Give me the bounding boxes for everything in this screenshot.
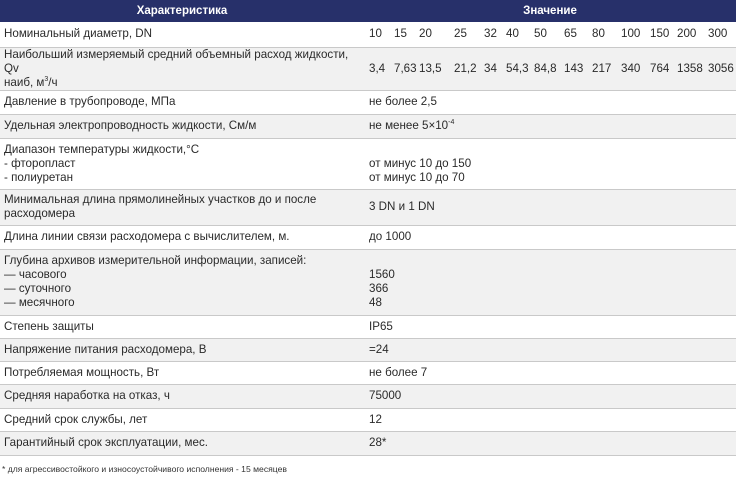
superscript: 3 <box>44 75 49 83</box>
row-label <box>0 189 364 225</box>
dn-value: 200 <box>677 27 697 41</box>
row-value <box>364 138 736 189</box>
row-value <box>364 47 736 90</box>
row-power <box>0 361 736 384</box>
row-label-line: расходомера <box>4 207 76 220</box>
row-label-line: — часового <box>4 268 67 281</box>
row-label: Длина линии связи расходомера с вычислителем, м. <box>0 225 364 249</box>
row-label <box>0 249 364 315</box>
row-dn <box>0 22 736 47</box>
dn-value: 65 <box>564 27 577 41</box>
row-label-line: — месячного <box>4 296 75 309</box>
row-protection <box>0 315 736 338</box>
flow-value: 340 <box>621 61 641 75</box>
flow-value: 3,4 <box>369 61 386 75</box>
row-temperature <box>0 138 736 189</box>
row-label: Гарантийный срок эксплуатации, мес. <box>0 431 364 455</box>
row-straight <box>0 189 736 225</box>
row-warranty <box>0 431 736 455</box>
row-value <box>364 249 736 315</box>
row-value-line: от минус 10 до 150 <box>369 156 472 170</box>
row-label-line <box>4 76 364 90</box>
row-value: не более 7 <box>364 361 736 384</box>
row-value: 3 DN и 1 DN <box>364 189 736 225</box>
row-voltage <box>0 338 736 361</box>
dn-value: 15 <box>394 27 407 41</box>
row-label: Напряжение питания расходомера, В <box>0 338 364 361</box>
table-header-row <box>0 0 736 22</box>
row-label <box>0 138 364 189</box>
dn-values <box>369 27 736 41</box>
flow-value: 1358 <box>677 61 703 75</box>
row-label-line: Наибольший измеряемый средний объемный расход жидкости, Qv <box>4 47 349 75</box>
row-flow <box>0 47 736 90</box>
flow-value: 7,63 <box>394 61 417 75</box>
row-conductivity <box>0 114 736 138</box>
row-label: Потребляемая мощность, Вт <box>0 361 364 384</box>
row-value: до 1000 <box>364 225 736 249</box>
row-label-line: Глубина архивов измерительной информации, записей: <box>4 254 307 267</box>
row-label-line: Минимальная длина прямолинейных участков до и после <box>4 193 317 206</box>
row-pressure <box>0 90 736 114</box>
row-value: 75000 <box>364 384 736 408</box>
row-label: Средняя наработка на отказ, ч <box>0 384 364 408</box>
dn-value: 20 <box>419 27 432 41</box>
flow-value: 3056 <box>708 61 734 75</box>
dn-value: 80 <box>592 27 605 41</box>
row-label: Номинальный диаметр, DN <box>0 22 364 47</box>
footnote: * для агрессивостойкого и износоустойчивого исполнения - 15 месяцев <box>2 463 287 474</box>
row-label: Удельная электропроводность жидкости, См/м <box>0 114 364 138</box>
row-service <box>0 408 736 431</box>
row-label: Средний срок службы, лет <box>0 408 364 431</box>
row-value: IP65 <box>364 315 736 338</box>
dn-value: 300 <box>708 27 728 41</box>
row-value-line: 48 <box>369 296 382 309</box>
row-value: 12 <box>364 408 736 431</box>
row-value: 28* <box>364 431 736 455</box>
row-value: не более 2,5 <box>364 90 736 114</box>
row-value: =24 <box>364 338 736 361</box>
dn-value: 50 <box>534 27 547 41</box>
row-label-line: — суточного <box>4 282 72 295</box>
dn-value: 10 <box>369 27 382 41</box>
row-mtbf <box>0 384 736 408</box>
dn-value: 40 <box>506 27 519 41</box>
row-value-line: 1560 <box>369 268 395 281</box>
row-label-text: наиб, м <box>4 75 45 89</box>
row-archive <box>0 249 736 315</box>
row-value-line: от минус 10 до 70 <box>369 170 465 184</box>
row-label-line: Диапазон температуры жидкости,°С <box>4 142 200 156</box>
row-label <box>0 47 364 90</box>
row-value <box>364 114 736 138</box>
row-label: Давление в трубопроводе, МПа <box>0 90 364 114</box>
dn-value: 25 <box>454 27 467 41</box>
superscript: -4 <box>448 119 455 126</box>
row-label: Степень защиты <box>0 315 364 338</box>
flow-value: 34 <box>484 61 497 75</box>
row-label-line: - фторопласт <box>4 156 76 170</box>
row-value-text: не менее 5×10 <box>369 119 449 132</box>
header-value: Значение <box>364 0 736 22</box>
flow-value: 84,8 <box>534 61 557 75</box>
flow-value: 13,5 <box>419 61 442 75</box>
row-link <box>0 225 736 249</box>
row-value-line: 366 <box>369 282 389 295</box>
flow-value: 764 <box>650 61 670 75</box>
dn-value: 100 <box>621 27 641 41</box>
dn-value: 32 <box>484 27 497 41</box>
flow-value: 54,3 <box>506 61 529 75</box>
row-value <box>364 22 736 47</box>
flow-value: 143 <box>564 61 584 75</box>
row-label-text: /ч <box>48 75 58 89</box>
dn-value: 150 <box>650 27 670 41</box>
row-label-line: - полиуретан <box>4 170 74 184</box>
flow-values <box>369 62 736 76</box>
flow-value: 217 <box>592 61 612 75</box>
flow-value: 21,2 <box>454 61 477 75</box>
header-characteristic: Характеристика <box>0 0 364 22</box>
